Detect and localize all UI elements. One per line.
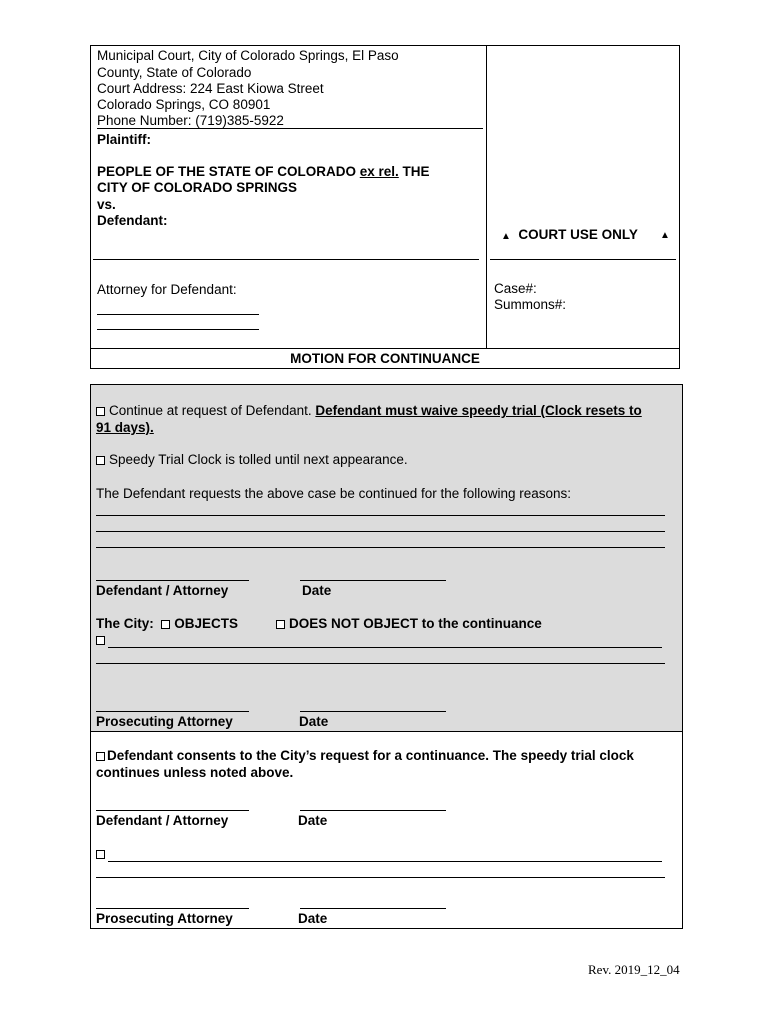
case-label: Case#: xyxy=(494,281,537,296)
people-line-1: PEOPLE OF THE STATE OF COLORADO ex rel. THE xyxy=(97,164,430,179)
consent-prosecuting-signature-line[interactable] xyxy=(96,908,249,909)
city-other-line-1[interactable] xyxy=(108,647,662,648)
waive-speedy-trial-text-2: 91 days). xyxy=(96,420,154,435)
option-speedy-tolled: Speedy Trial Clock is tolled until next appearance. xyxy=(96,452,408,467)
court-line-1: Municipal Court, City of Colorado Springs, El Paso xyxy=(97,48,399,63)
defendant-label: Defendant: xyxy=(97,213,168,228)
city-other-option xyxy=(96,632,109,647)
title-row-divider xyxy=(90,348,680,349)
court-line-2: County, State of Colorado xyxy=(97,65,252,80)
vs-label: vs. xyxy=(97,197,116,212)
court-line-3: Court Address: 224 East Kiowa Street xyxy=(97,81,324,96)
summons-label: Summons#: xyxy=(494,297,567,312)
defendant-line xyxy=(93,259,479,260)
objects-checkbox[interactable] xyxy=(161,620,170,629)
plaintiff-label: Plaintiff: xyxy=(97,132,151,147)
prosecuting-date-line[interactable] xyxy=(300,711,446,712)
waive-speedy-trial-text: Defendant must waive speedy trial (Clock resets to xyxy=(315,403,642,418)
court-phone: Phone Number: (719)385-5922 xyxy=(97,113,284,128)
attorney-label: Attorney for Defendant: xyxy=(97,282,237,297)
reasons-prompt: The Defendant requests the above case be continued for the following reasons: xyxy=(96,486,572,501)
defendant-signature-line[interactable] xyxy=(96,580,249,581)
court-info-underline xyxy=(97,128,483,129)
consent-defendant-label: Defendant / Attorney xyxy=(96,813,229,828)
city-other-checkbox[interactable] xyxy=(96,636,105,645)
defendant-date-line[interactable] xyxy=(300,580,446,581)
caption-divider xyxy=(486,45,487,349)
city-position: The City: OBJECTS xyxy=(96,616,239,631)
consent-other-line-1[interactable] xyxy=(108,861,662,862)
not-object-checkbox[interactable] xyxy=(276,620,285,629)
consent-other-line-2[interactable] xyxy=(96,877,665,878)
consent-text-1: Defendant consents to the City’s request for a continuance. The speedy trial clock xyxy=(96,748,634,763)
reason-line-1[interactable] xyxy=(96,515,665,516)
up-triangle-icon: ▲ xyxy=(501,231,511,242)
up-triangle-icon: ▲ xyxy=(660,230,670,241)
prosecuting-label: Prosecuting Attorney xyxy=(96,714,233,729)
consent-date-line[interactable] xyxy=(300,810,446,811)
consent-prosecuting-date-line[interactable] xyxy=(300,908,446,909)
city-other-line-2[interactable] xyxy=(96,663,665,664)
consent-defendant-signature-line[interactable] xyxy=(96,810,249,811)
court-use-line xyxy=(490,259,676,260)
court-use-only: ▲ COURT USE ONLY xyxy=(501,227,638,242)
consent-prosecuting-label: Prosecuting Attorney xyxy=(96,911,233,926)
prosecuting-date-label: Date xyxy=(299,714,329,729)
court-line-4: Colorado Springs, CO 80901 xyxy=(97,97,271,112)
form-title: MOTION FOR CONTINUANCE xyxy=(290,351,480,366)
does-not-object: DOES NOT OBJECT to the continuance xyxy=(276,616,542,631)
continue-request-checkbox[interactable] xyxy=(96,407,105,416)
attorney-line-1 xyxy=(97,314,259,315)
option-continue-request: Continue at request of Defendant. Defendant must waive speedy trial (Clock resets to xyxy=(96,403,642,418)
reason-line-3[interactable] xyxy=(96,547,665,548)
consent-other-checkbox[interactable] xyxy=(96,850,105,859)
consent-text-2: continues unless noted above. xyxy=(96,765,294,780)
attorney-line-2 xyxy=(97,329,259,330)
people-line-2: CITY OF COLORADO SPRINGS xyxy=(97,180,298,195)
consent-checkbox[interactable] xyxy=(96,752,105,761)
speedy-tolled-checkbox[interactable] xyxy=(96,456,105,465)
consent-prosecuting-date-label: Date xyxy=(298,911,328,926)
consent-other-option xyxy=(96,846,109,861)
consent-date-label: Date xyxy=(298,813,328,828)
reason-line-2[interactable] xyxy=(96,531,665,532)
ex-rel-text: ex rel. xyxy=(359,164,399,179)
motion-box xyxy=(90,384,683,732)
revision-label: Rev. 2019_12_04 xyxy=(588,962,680,977)
prosecuting-signature-line[interactable] xyxy=(96,711,249,712)
defendant-date-label: Date xyxy=(302,583,332,598)
defendant-signature-label: Defendant / Attorney xyxy=(96,583,229,598)
